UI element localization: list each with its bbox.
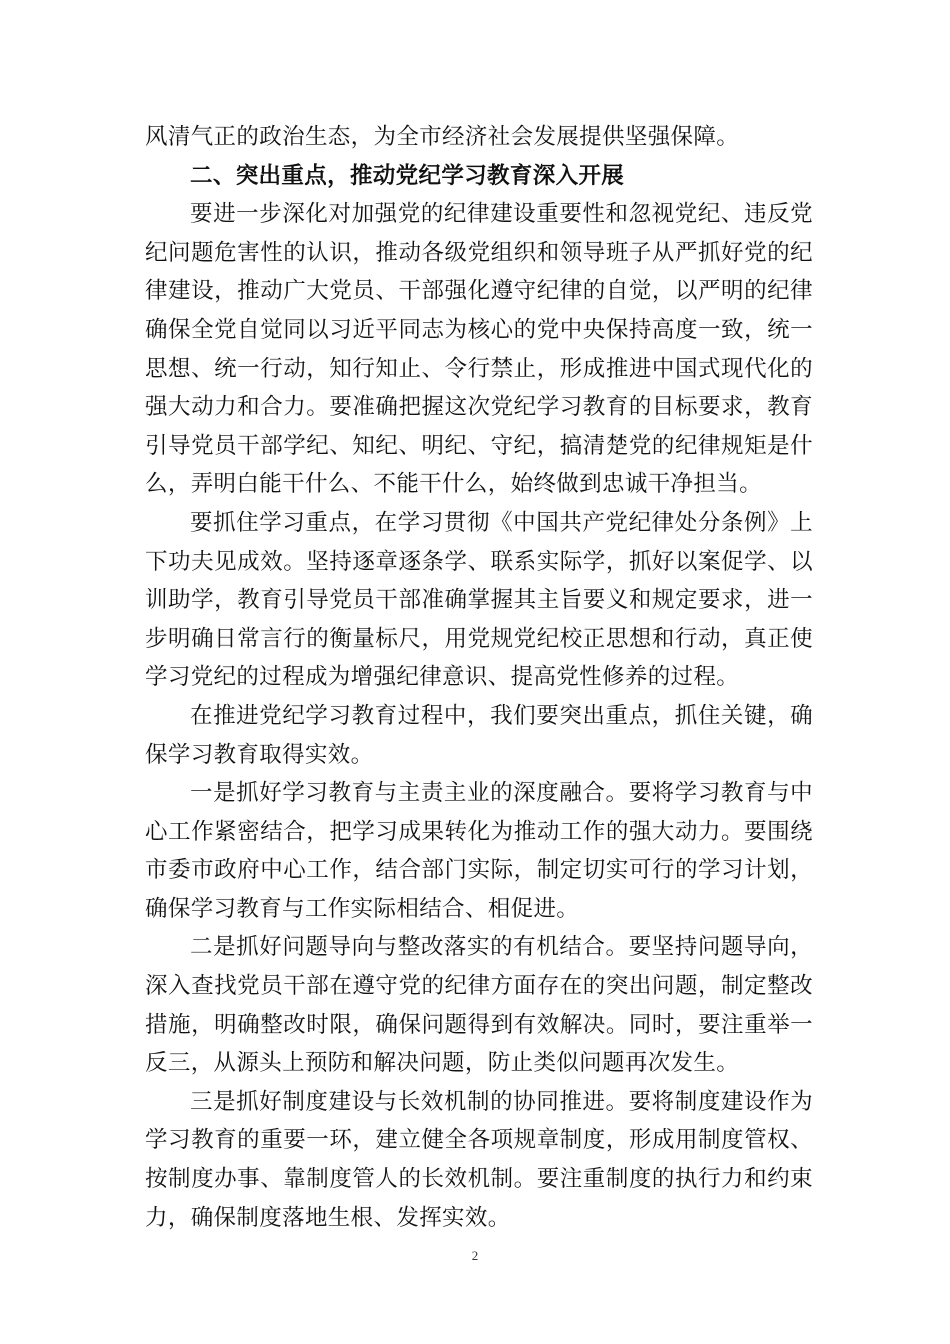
- document-body: [145, 118, 813, 1237]
- paragraph-point-two: 二是抓好问题导向与整改落实的有机结合。要坚持问题导向，深入查找党员干部在遵守党的纪律方面存在的突出问题，制定整改措施，明确整改时限，确保问题得到有效解决。同时，要注重举一反三，从源头上预防和解决问题，防止类似问题再次发生。: [145, 934, 813, 1077]
- page-number: 2: [471, 1248, 479, 1263]
- paragraph-study-focus: 要抓住学习重点，在学习贯彻《中国共产党纪律处分条例》上下功夫见成效。坚持逐章逐条学、联系实际学，抓好以案促学、以训助学，教育引导党员干部准确掌握其主旨要义和规定要求，进一步明确日常言行的衡量标尺，用党规党纪校正思想和行动，真正使学习党纪的过程成为增强纪律意识、提高党性修养的过程。: [145, 509, 813, 691]
- paragraph-point-three: 三是抓好制度建设与长效机制的协同推进。要将制度建设作为学习教育的重要一环，建立健全各项规章制度，形成用制度管权、按制度办事、靠制度管人的长效机制。要注重制度的执行力和约束力，确保制度落地生根、发挥实效。: [145, 1088, 813, 1231]
- paragraph-key-points: 在推进党纪学习教育过程中，我们要突出重点，抓住关键，确保学习教育取得实效。: [145, 702, 813, 768]
- paragraph-continuation: 风清气正的政治生态，为全市经济社会发展提供坚强保障。: [145, 124, 740, 150]
- paragraph-discipline-awareness: 要进一步深化对加强党的纪律建设重要性和忽视党纪、违反党纪问题危害性的认识，推动各级党组织和领导班子从严抓好党的纪律建设，推动广大党员、干部强化遵守纪律的自觉，以严明的纪律确保全党自觉同以习近平同志为核心的党中央保持高度一致，统一思想、统一行动，知行知止、令行禁止，形成推进中国式现代化的强大动力和合力。要准确把握这次党纪学习教育的目标要求，教育引导党员干部学纪、知纪、明纪、守纪，搞清楚党的纪律规矩是什么，弄明白能干什么、不能干什么，始终做到忠诚干净担当。: [145, 201, 813, 498]
- section-heading: 二、突出重点，推动党纪学习教育深入开展: [190, 162, 625, 189]
- paragraph-point-one: 一是抓好学习教育与主责主业的深度融合。要将学习教育与中心工作紧密结合，把学习成果转化为推动工作的强大动力。要围绕市委市政府中心工作，结合部门实际，制定切实可行的学习计划，确保学习教育与工作实际相结合、相促进。: [145, 780, 813, 922]
